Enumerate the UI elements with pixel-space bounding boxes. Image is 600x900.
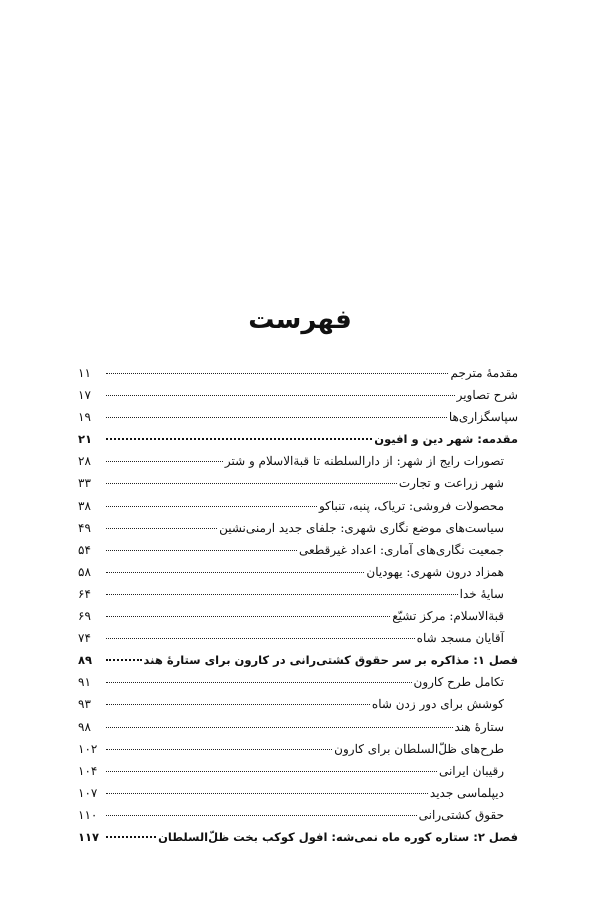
dot-leader — [106, 726, 453, 728]
toc-page-number: ۹۱ — [78, 675, 91, 690]
toc-entry-row — [78, 406, 518, 428]
toc-entry-row — [78, 539, 518, 561]
toc-page-number: ۵۴ — [78, 542, 91, 557]
toc-entry-row — [78, 472, 518, 494]
dot-leader — [106, 437, 372, 440]
toc-page-number: ۲۸ — [78, 454, 91, 469]
toc-page-number: ۵۸ — [78, 564, 91, 579]
toc-entry-title: جمعیت نگاری‌های آماری: اعداد غیرقطعی — [298, 542, 504, 557]
toc-page-number: ۷۴ — [78, 631, 91, 646]
toc-page-number: ۱۰۷ — [78, 785, 98, 800]
toc-entry-row — [78, 738, 518, 760]
toc-page-number: ۳۳ — [78, 476, 91, 491]
dot-leader — [106, 814, 417, 816]
toc-page-number: ۸۹ — [78, 653, 93, 668]
toc-chapter-row — [78, 826, 518, 848]
toc-entry-row — [78, 450, 518, 472]
toc-entry-row — [78, 495, 518, 517]
dot-leader — [106, 748, 332, 750]
toc-entry-row — [78, 384, 518, 406]
toc-entry-title: شرح تصاویر — [456, 388, 518, 403]
dot-leader — [106, 549, 297, 551]
toc-entry-row — [78, 782, 518, 804]
dot-leader — [106, 527, 217, 529]
toc-page-number: ۶۹ — [78, 609, 91, 624]
toc-page-number: ۱۱ — [78, 366, 91, 380]
toc-entry-title: همزاد درون شهری: یهودیان — [366, 564, 504, 579]
toc-entry-row — [78, 583, 518, 605]
table-of-contents — [78, 362, 518, 848]
toc-page-number: ۱۹ — [78, 410, 91, 425]
dot-leader — [106, 482, 397, 484]
toc-chapter-row — [78, 428, 518, 450]
toc-entry-title: آقایان مسجد شاه — [416, 631, 504, 646]
toc-entry-title: طرح‌های ظلّ‌السلطان برای کارون — [334, 741, 504, 756]
toc-entry-title: حقوق کشتی‌رانی — [418, 807, 504, 822]
toc-page-number: ۹۳ — [78, 697, 91, 712]
toc-entry-title: سپاسگزاری‌ها — [448, 410, 518, 425]
toc-entry-title: مقدمهٔ مترجم — [450, 366, 518, 380]
toc-entry-title: تکامل طرح کارون — [413, 675, 504, 690]
toc-entry-title: شهر زراعت و تجارت — [398, 476, 504, 491]
toc-entry-row — [78, 671, 518, 693]
dot-leader — [106, 505, 317, 507]
toc-entry-title: محصولات فروشی: تریاک، پنبه، تنباکو — [318, 498, 504, 513]
toc-entry-row — [78, 605, 518, 627]
toc-chapter-row — [78, 649, 518, 671]
toc-entry-title: فصل ۲: ستاره کوره ماه نمی‌شه: افول کوکب بخت ظلّ‌السلطان — [158, 829, 518, 844]
toc-entry-title: مقدمه: شهر دین و افیون — [374, 432, 518, 447]
toc-page-number: ۴۹ — [78, 520, 91, 535]
page-title: فهرست — [248, 305, 352, 335]
toc-entry-row — [78, 804, 518, 826]
dot-leader — [106, 835, 156, 838]
toc-page-number: ۳۸ — [78, 498, 91, 513]
toc-page-number: ۹۸ — [78, 719, 91, 734]
toc-page-number: ۱۰۲ — [78, 741, 98, 756]
toc-page-number: ۱۷ — [78, 388, 91, 403]
toc-entry-title: سیاست‌های موضع نگاری شهری: جلفای جدید ارمنی‌نشین — [219, 520, 504, 535]
toc-entry-title: قبة‌الاسلام: مرکز تشیّع — [392, 609, 504, 624]
dot-leader — [106, 571, 364, 573]
toc-entry-title: سایهٔ خدا — [459, 586, 504, 601]
toc-entry-title: رقیبان ایرانی — [438, 763, 504, 778]
toc-page-number: ۱۰۴ — [78, 763, 98, 778]
toc-page-number: ۱۱۰ — [78, 807, 98, 822]
toc-entry-row — [78, 561, 518, 583]
toc-entry-title: دیپلماسی جدید — [429, 785, 504, 800]
toc-page-number: ۶۴ — [78, 586, 91, 601]
toc-entry-row — [78, 716, 518, 738]
toc-entry-row — [78, 760, 518, 782]
toc-page-number: ۱۱۷ — [78, 829, 100, 844]
toc-entry-title: تصورات رایج از شهر: از دارالسلطنه تا قبة‌الاسلام و شتر — [224, 454, 504, 469]
dot-leader — [106, 637, 415, 639]
dot-leader — [106, 770, 437, 772]
toc-entry-row — [78, 362, 518, 384]
dot-leader — [106, 615, 390, 617]
dot-leader — [106, 394, 455, 396]
toc-entry-row — [78, 693, 518, 715]
dot-leader — [106, 593, 458, 595]
toc-entry-title: کوشش برای دور زدن شاه — [371, 697, 504, 712]
toc-entry-title: فصل ۱: مذاکره بر سر حقوق کشتی‌رانی در کارون برای ستارهٔ هند — [143, 653, 518, 668]
toc-page-number: ۲۱ — [78, 432, 93, 447]
dot-leader — [106, 681, 412, 683]
dot-leader — [106, 372, 448, 374]
toc-entry-title: ستارهٔ هند — [454, 719, 504, 734]
dot-leader — [106, 792, 428, 794]
dot-leader — [106, 460, 223, 462]
dot-leader — [106, 416, 447, 418]
toc-entry-row — [78, 517, 518, 539]
dot-leader — [106, 658, 142, 661]
toc-entry-row — [78, 627, 518, 649]
dot-leader — [106, 703, 370, 705]
